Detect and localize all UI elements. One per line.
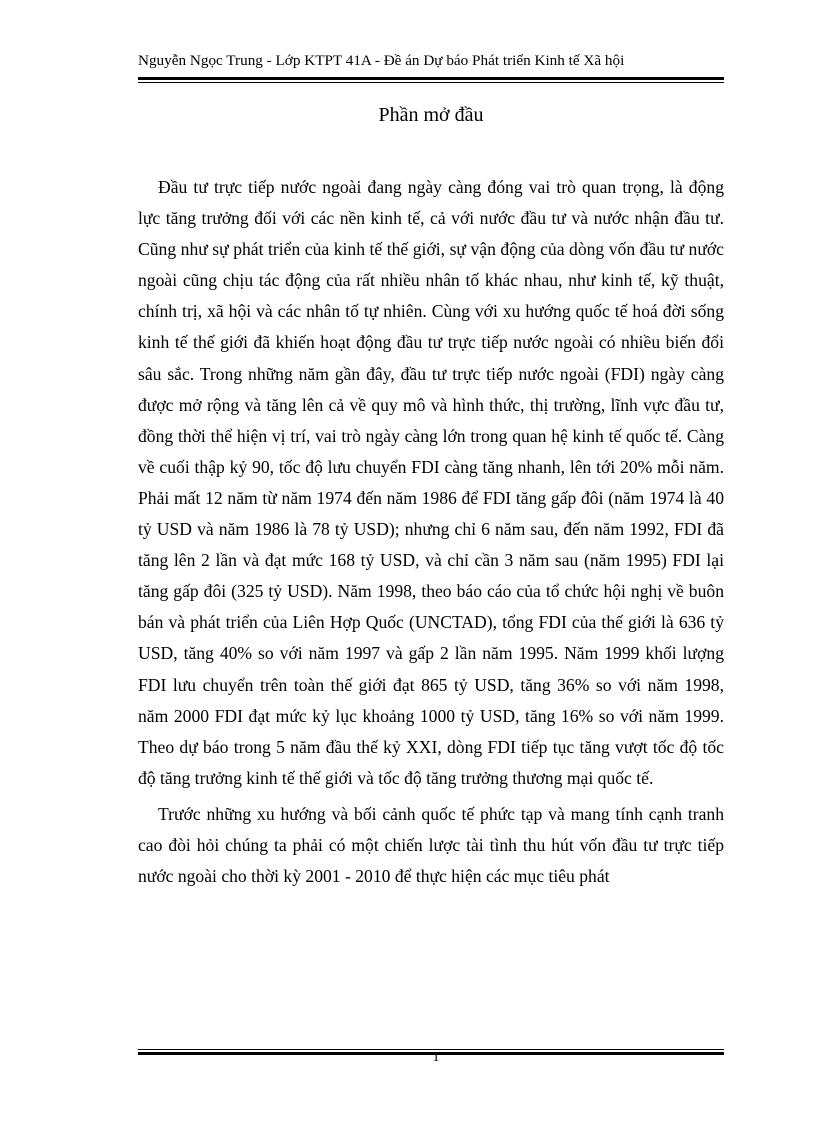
running-header: Nguyễn Ngọc Trung - Lớp KTPT 41A - Đề án Dự báo Phát triển Kinh tế Xã hội [138, 52, 625, 69]
paragraph-2: Trước những xu hướng và bối cảnh quốc tế phức tạp và mang tính cạnh tranh cao đòi hỏi chúng ta phải có một chiến lược tài tình thu hút vốn đầu tư trực tiếp nước ngoài cho thời kỳ 2001 - 2010 để thực hiện các mục tiêu phát [138, 803, 724, 887]
page-number: 1 [432, 1050, 440, 1065]
header-rule [138, 77, 724, 80]
body-text [138, 172, 724, 897]
paragraph-1: Đầu tư trực tiếp nước ngoài đang ngày càng đóng vai trò quan trọng, là động lực tăng trưởng đối với các nền kinh tế, cả với nước đầu tư và nước nhận đầu tư. Cũng như sự phát triển của kinh tế thế giới, sự vận động của dòng vốn đầu tư nước ngoài cũng chịu tác động của rất nhiều nhân tố khác nhau, như kinh tế, kỹ thuật, chính trị, xã hội và các nhân tố tự nhiên. Cùng với xu hướng quốc tế hoá đời sống kinh tế thế giới đã khiến hoạt động đầu tư trực tiếp nước ngoài có nhiều biến đổi sâu sắc. Trong những năm gần đây, đầu tư trực tiếp nước ngoài (FDI) ngày càng được mở rộng và tăng lên cả về quy mô và hình thức, thị trường, lĩnh vực đầu tư, đồng thời thể hiện vị trí, vai trò ngày càng lớn trong quan hệ kinh tế quốc tế. Càng về cuối thập kỷ 90, tốc độ lưu chuyển FDI càng tăng nhanh, lên tới 20% mỗi năm. Phải mất 12 năm từ năm 1974 đến năm 1986 để FDI tăng gấp đôi (năm 1974 là 40 tỷ USD và năm 1986 là 78 tỷ USD); nhưng chỉ 6 năm sau, đến năm 1992, FDI đã tăng lên 2 lần và đạt mức 168 tỷ USD, và chỉ cần 3 năm sau (năm 1995) FDI lại tăng gấp đôi (325 tỷ USD). Năm 1998, theo báo cáo của tổ chức hội nghị về buôn bán và phát triển của Liên Hợp Quốc (UNCTAD), tổng FDI của thế giới là 636 tỷ USD, tăng 40% so với năm 1997 và gấp 2 lần năm 1995. Năm 1999 khối lượng FDI lưu chuyển trên toàn thế giới đạt 865 tỷ USD, tăng 36% so với năm 1998, năm 2000 FDI đạt mức kỷ lục khoảng 1000 tỷ USD, tăng 16% so với năm 1999. Theo dự báo trong 5 năm đầu thế kỷ XXI, dòng FDI tiếp tục tăng vượt tốc độ tốc độ tăng trưởng kinh tế thế giới và tốc độ tăng trưởng thương mại quốc tế. [138, 177, 724, 788]
section-title: Phần mở đầu [378, 104, 484, 126]
